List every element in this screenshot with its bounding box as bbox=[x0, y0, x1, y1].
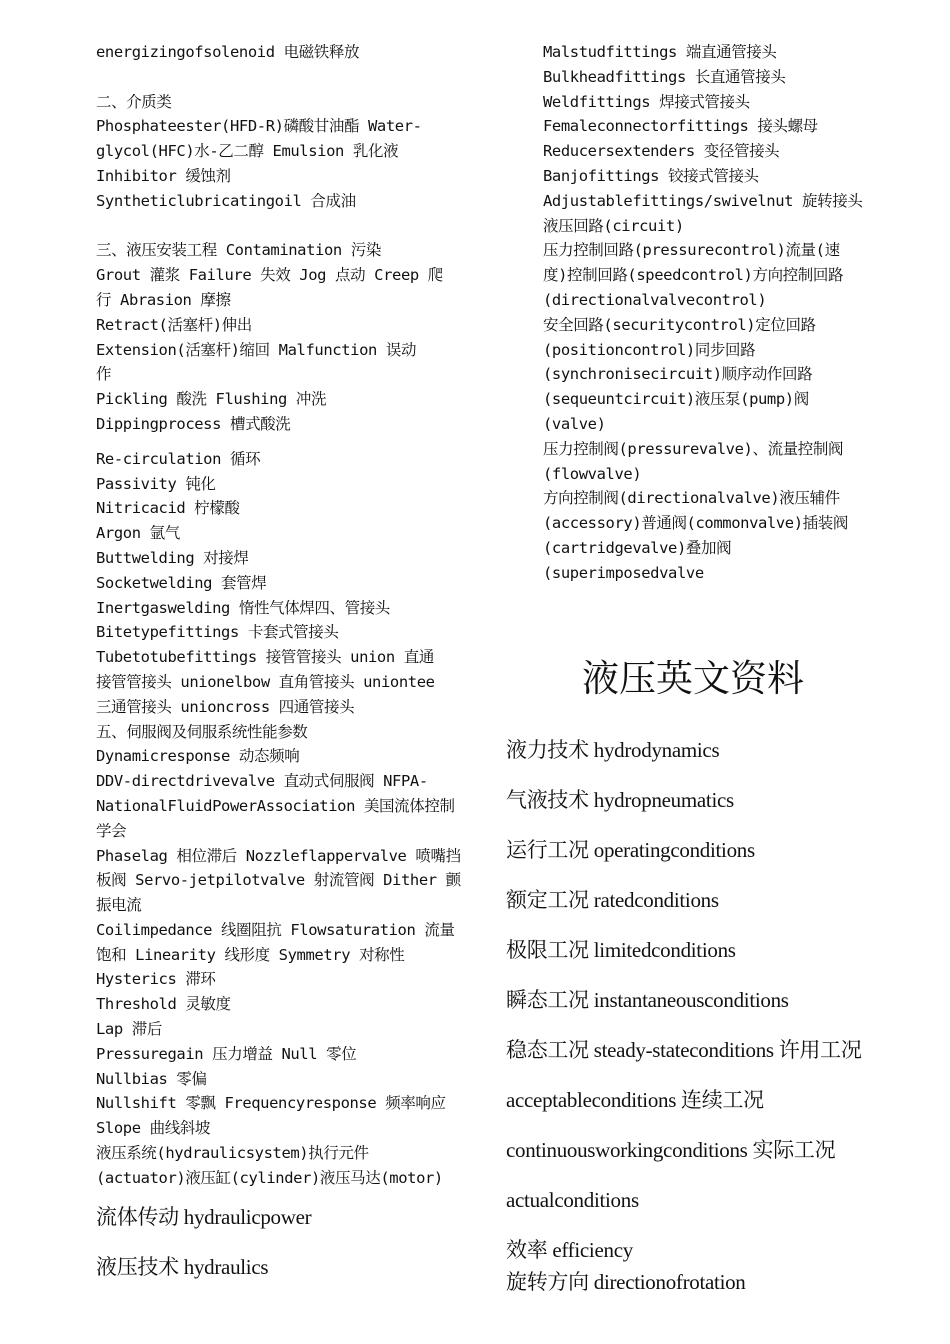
glossary-line: Adjustablefittings/swivelnut 旋转接头 bbox=[543, 191, 863, 210]
right-glossary-serif bbox=[506, 736, 906, 1318]
glossary-line: 板阀 Servo-jetpilotvalve 射流管阀 Dither 颤 bbox=[96, 871, 461, 890]
glossary-line: 方向控制阀(directionalvalve)液压辅件 bbox=[543, 489, 840, 508]
glossary-line: DDV-directdrivevalve 直动式伺服阀 NFPA- bbox=[96, 772, 428, 791]
glossary-line: 液压回路(circuit) bbox=[543, 216, 684, 235]
glossary-line: 振电流 bbox=[96, 896, 142, 915]
glossary-line: (sequeuntcircuit)液压泵(pump)阀 bbox=[543, 390, 809, 409]
glossary-line: 作 bbox=[96, 365, 112, 384]
glossary-entry: 效率 efficiency bbox=[506, 1238, 633, 1262]
glossary-entry: 额定工况 ratedconditions bbox=[506, 888, 719, 912]
glossary-line: Extension(活塞杆)缩回 Malfunction 误动 bbox=[96, 340, 417, 359]
glossary-line: Retract(活塞杆)伸出 bbox=[96, 315, 252, 334]
glossary-line: 接管管接头 unionelbow 直角管接头 uniontee bbox=[96, 672, 435, 691]
glossary-line: Inhibitor 缓蚀剂 bbox=[96, 166, 231, 185]
glossary-line: Dippingprocess 槽式酸洗 bbox=[96, 414, 291, 433]
glossary-line: Reducersextenders 变径管接头 bbox=[543, 142, 780, 161]
glossary-line: Re-circulation 循环 bbox=[96, 449, 261, 468]
glossary-entry: acceptableconditions 连续工况 bbox=[506, 1088, 764, 1112]
glossary-line: Banjofittings 铰接式管接头 bbox=[543, 166, 759, 185]
glossary-line: 压力控制回路(pressurecontrol)流量(速 bbox=[543, 241, 840, 260]
glossary-line: 液压系统(hydraulicsystem)执行元件 bbox=[96, 1144, 369, 1163]
glossary-line: 压力控制阀(pressurevalve)、流量控制阀 bbox=[543, 439, 844, 458]
glossary-line: 行 Abrasion 摩擦 bbox=[96, 290, 231, 309]
glossary-line: Malstudfittings 端直通管接头 bbox=[543, 43, 777, 61]
glossary-line: Threshold 灵敏度 bbox=[96, 995, 231, 1014]
glossary-line: 度)控制回路(speedcontrol)方向控制回路 bbox=[543, 266, 844, 285]
glossary-entry: 液力技术 hydrodynamics bbox=[506, 738, 720, 762]
glossary-line: Bulkheadfittings 长直通管接头 bbox=[543, 67, 786, 86]
glossary-line: Weldfittings 焊接式管接头 bbox=[543, 92, 750, 111]
glossary-line: Argon 氩气 bbox=[96, 524, 180, 543]
left-glossary-serif bbox=[96, 1203, 496, 1281]
glossary-entry: continuousworkingconditions 实际工况 bbox=[506, 1138, 836, 1162]
glossary-line: Hysterics 滞环 bbox=[96, 970, 216, 989]
glossary-line: Buttwelding 对接焊 bbox=[96, 548, 249, 567]
glossary-line: Coilimpedance 线圈阻抗 Flowsaturation 流量 bbox=[96, 920, 455, 939]
spacer bbox=[96, 437, 496, 447]
glossary-line: 二、介质类 bbox=[96, 92, 172, 111]
glossary-line: Pickling 酸洗 Flushing 冲洗 bbox=[96, 390, 327, 409]
right-glossary-text bbox=[543, 40, 908, 586]
left-column bbox=[96, 40, 496, 1303]
glossary-line: Inertgaswelding 惰性气体焊四、管接头 bbox=[96, 598, 390, 617]
glossary-line: NationalFluidPowerAssociation 美国流体控制 bbox=[96, 796, 455, 815]
glossary-entry: 流体传动 hydraulicpower bbox=[96, 1204, 312, 1229]
glossary-line: Dynamicresponse 动态频响 bbox=[96, 747, 300, 766]
document-title: 液压英文资料 bbox=[582, 659, 804, 700]
glossary-line: Nitricacid 柠檬酸 bbox=[96, 499, 240, 518]
glossary-line: glycol(HFC)水-乙二醇 Emulsion 乳化液 bbox=[96, 142, 399, 161]
blank-line bbox=[96, 214, 496, 239]
glossary-line: (actuator)液压缸(cylinder)液压马达(motor) bbox=[96, 1168, 443, 1187]
glossary-line: Bitetypefittings 卡套式管接头 bbox=[96, 623, 339, 642]
glossary-line: Femaleconnectorfittings 接头螺母 bbox=[543, 117, 818, 136]
glossary-entry: 瞬态工况 instantaneousconditions bbox=[506, 988, 789, 1012]
glossary-line: Slope 曲线斜坡 bbox=[96, 1119, 210, 1138]
glossary-line: Phaselag 相位滞后 Nozzleflappervalve 喷嘴挡 bbox=[96, 846, 461, 865]
glossary-entry: 液压技术 hydraulics bbox=[96, 1254, 269, 1279]
glossary-entry: 极限工况 limitedconditions bbox=[506, 938, 736, 962]
glossary-line: (accessory)普通阀(commonvalve)插装阀 bbox=[543, 514, 848, 533]
glossary-line: Lap 滞后 bbox=[96, 1020, 162, 1039]
glossary-line: Pressuregain 压力增益 Null 零位 bbox=[96, 1044, 357, 1063]
glossary-line: (valve) bbox=[543, 414, 606, 433]
glossary-line: 学会 bbox=[96, 821, 127, 840]
glossary-entry: 旋转方向 directionofrotation bbox=[506, 1270, 746, 1294]
glossary-line: 五、伺服阀及伺服系统性能参数 bbox=[96, 722, 308, 741]
glossary-entry: 运行工况 operatingconditions bbox=[506, 838, 755, 862]
glossary-line: 饱和 Linearity 线形度 Symmetry 对称性 bbox=[96, 945, 405, 964]
glossary-line: Tubetotubefittings 接管管接头 union 直通 bbox=[96, 648, 434, 667]
glossary-line: 安全回路(securitycontrol)定位回路 bbox=[543, 315, 816, 334]
glossary-line: Grout 灌浆 Failure 失效 Jog 点动 Creep 爬 bbox=[96, 266, 443, 285]
glossary-line: Syntheticlubricatingoil 合成油 bbox=[96, 191, 356, 210]
glossary-line: energizingofsolenoid 电磁铁释放 bbox=[96, 43, 360, 61]
glossary-line: Passivity 钝化 bbox=[96, 474, 216, 493]
right-column bbox=[506, 40, 906, 586]
glossary-line: 三、液压安装工程 Contamination 污染 bbox=[96, 241, 381, 260]
glossary-line: Socketwelding 套管焊 bbox=[96, 573, 267, 592]
glossary-line: (cartridgevalve)叠加阀 bbox=[543, 538, 732, 557]
glossary-line: Nullbias 零偏 bbox=[96, 1069, 207, 1088]
glossary-line: 三通管接头 unioncross 四通管接头 bbox=[96, 697, 355, 716]
glossary-line: Nullshift 零飘 Frequencyresponse 频率响应 bbox=[96, 1094, 446, 1113]
left-glossary-text bbox=[96, 40, 496, 1191]
glossary-entry: actualconditions bbox=[506, 1188, 639, 1212]
blank-line bbox=[96, 65, 496, 90]
glossary-line: Phosphateester(HFD-R)磷酸甘油酯 Water- bbox=[96, 117, 422, 136]
glossary-line: (positioncontrol)同步回路 bbox=[543, 340, 756, 359]
glossary-entry: 稳态工况 steady-stateconditions 许用工况 bbox=[506, 1038, 862, 1062]
glossary-line: (flowvalve) bbox=[543, 464, 642, 483]
glossary-entry: 气液技术 hydropneumatics bbox=[506, 788, 734, 812]
glossary-line: (directionalvalvecontrol) bbox=[543, 290, 767, 309]
glossary-line: (synchronisecircuit)顺序动作回路 bbox=[543, 365, 813, 384]
glossary-line: (superimposedvalve bbox=[543, 563, 704, 582]
